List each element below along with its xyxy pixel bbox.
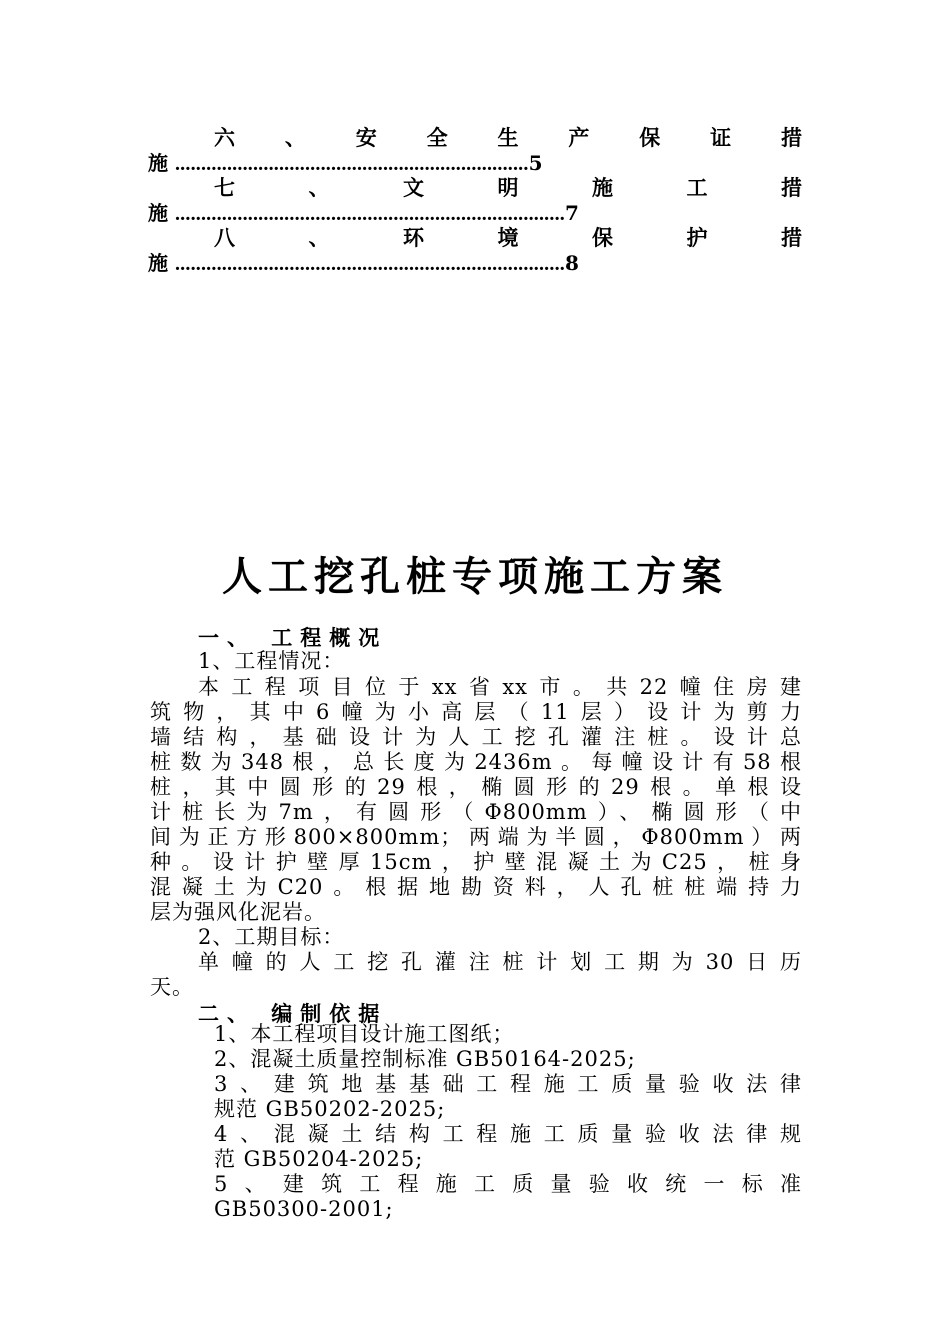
toc-char: 文 <box>403 175 424 200</box>
text-line: 混凝土为C20。根据地勘资料，人孔桩桩端持力 <box>150 875 802 899</box>
toc-page-number: 5 <box>528 151 543 175</box>
section-heading-basis: 二、 编制依据 <box>198 1002 388 1026</box>
toc-page-number: 8 <box>564 251 579 275</box>
toc-leader-dots: ........................................................................... <box>174 203 565 225</box>
toc-leader-dots: .................................................................... <box>174 153 529 175</box>
toc-char: 工 <box>686 175 708 200</box>
toc-char: 境 <box>497 225 519 250</box>
list-item-continued: 规范 GB50202-2025; <box>214 1097 446 1121</box>
list-item: 5、建筑工程施工质量验收统一标准 <box>214 1172 802 1196</box>
text-line: 天。 <box>150 975 194 999</box>
text-line: 墙结构，基础设计为人工挖孔灌注桩。设计总 <box>150 725 802 749</box>
list-item: 2、混凝土质量控制标准 GB50164-2025; <box>214 1047 636 1071</box>
toc-char: 措 <box>781 225 802 250</box>
text-line: 筑物，其中6幢为小高层（11层）设计为剪力 <box>150 700 802 724</box>
toc-entry-7[interactable] <box>150 175 802 201</box>
toc-char: 措 <box>781 175 802 200</box>
text-line: 桩，其中圆形的29根，椭圆形的29根。单根设 <box>150 775 802 799</box>
toc-char: 全 <box>426 125 448 150</box>
toc-entry-6-tail[interactable] <box>148 150 543 177</box>
toc-tail: 施 <box>148 251 168 275</box>
section-heading-overview: 一、 工程概况 <box>198 626 388 650</box>
toc-entry-8[interactable] <box>150 225 802 251</box>
toc-entry-7-tail[interactable] <box>148 200 579 227</box>
text-line: 层为强风化泥岩。 <box>150 900 326 924</box>
toc-char: 、 <box>308 175 330 200</box>
document-title: 人工挖孔桩专项施工方案 <box>222 554 728 600</box>
toc-char: 施 <box>592 175 613 200</box>
toc-char: 环 <box>403 225 424 250</box>
toc-char: 护 <box>686 225 708 250</box>
toc-tail: 施 <box>148 151 168 175</box>
text-line: 种。设计护壁厚15cm，护壁混凝土为C25，桩身 <box>150 850 802 874</box>
list-item: 4、混凝土结构工程施工质量验收法律规 <box>214 1122 802 1146</box>
text-line: 计桩长为7m，有圆形（Φ800mm）、椭圆形（中 <box>150 800 802 824</box>
toc-entry-6[interactable] <box>150 125 802 151</box>
toc-char: 生 <box>497 125 519 150</box>
toc-entry-8-tail[interactable] <box>148 250 579 277</box>
toc-char: 六 <box>214 125 235 150</box>
toc-leader-dots: ........................................................................... <box>174 253 565 275</box>
toc-char: 保 <box>592 225 613 250</box>
toc-char: 证 <box>710 125 732 150</box>
subheading-schedule: 2、工期目标： <box>198 925 345 949</box>
toc-char: 八 <box>214 225 235 250</box>
list-item-continued: GB50300-2001; <box>214 1197 394 1221</box>
text-line: 单幢的人工挖孔灌注桩计划工期为30日历 <box>198 950 802 974</box>
toc-char: 明 <box>497 175 519 200</box>
subheading-project-info: 1、工程情况： <box>198 649 345 673</box>
toc-char: 保 <box>639 125 661 150</box>
toc-tail: 施 <box>148 201 168 225</box>
toc-char: 、 <box>284 125 306 150</box>
toc-char: 、 <box>308 225 330 250</box>
toc-char: 安 <box>355 125 377 150</box>
list-item-continued: 范 GB50204-2025; <box>214 1147 424 1171</box>
toc-page-number: 7 <box>564 201 579 225</box>
list-item: 1、本工程项目设计施工图纸； <box>214 1022 515 1046</box>
list-item: 3、建筑地基基础工程施工质量验收法律 <box>214 1072 802 1096</box>
text-line: 间为正方形800×800mm；两端为半圆，Φ800mm）两 <box>150 825 802 849</box>
toc-char: 措 <box>781 125 802 150</box>
text-line: 本工程项目位于xx省xx市。共22幢住房建 <box>198 675 802 699</box>
toc-char: 产 <box>568 125 590 150</box>
toc-char: 七 <box>214 175 235 200</box>
text-line: 桩数为348根，总长度为2436m。每幢设计有58根 <box>150 750 802 774</box>
